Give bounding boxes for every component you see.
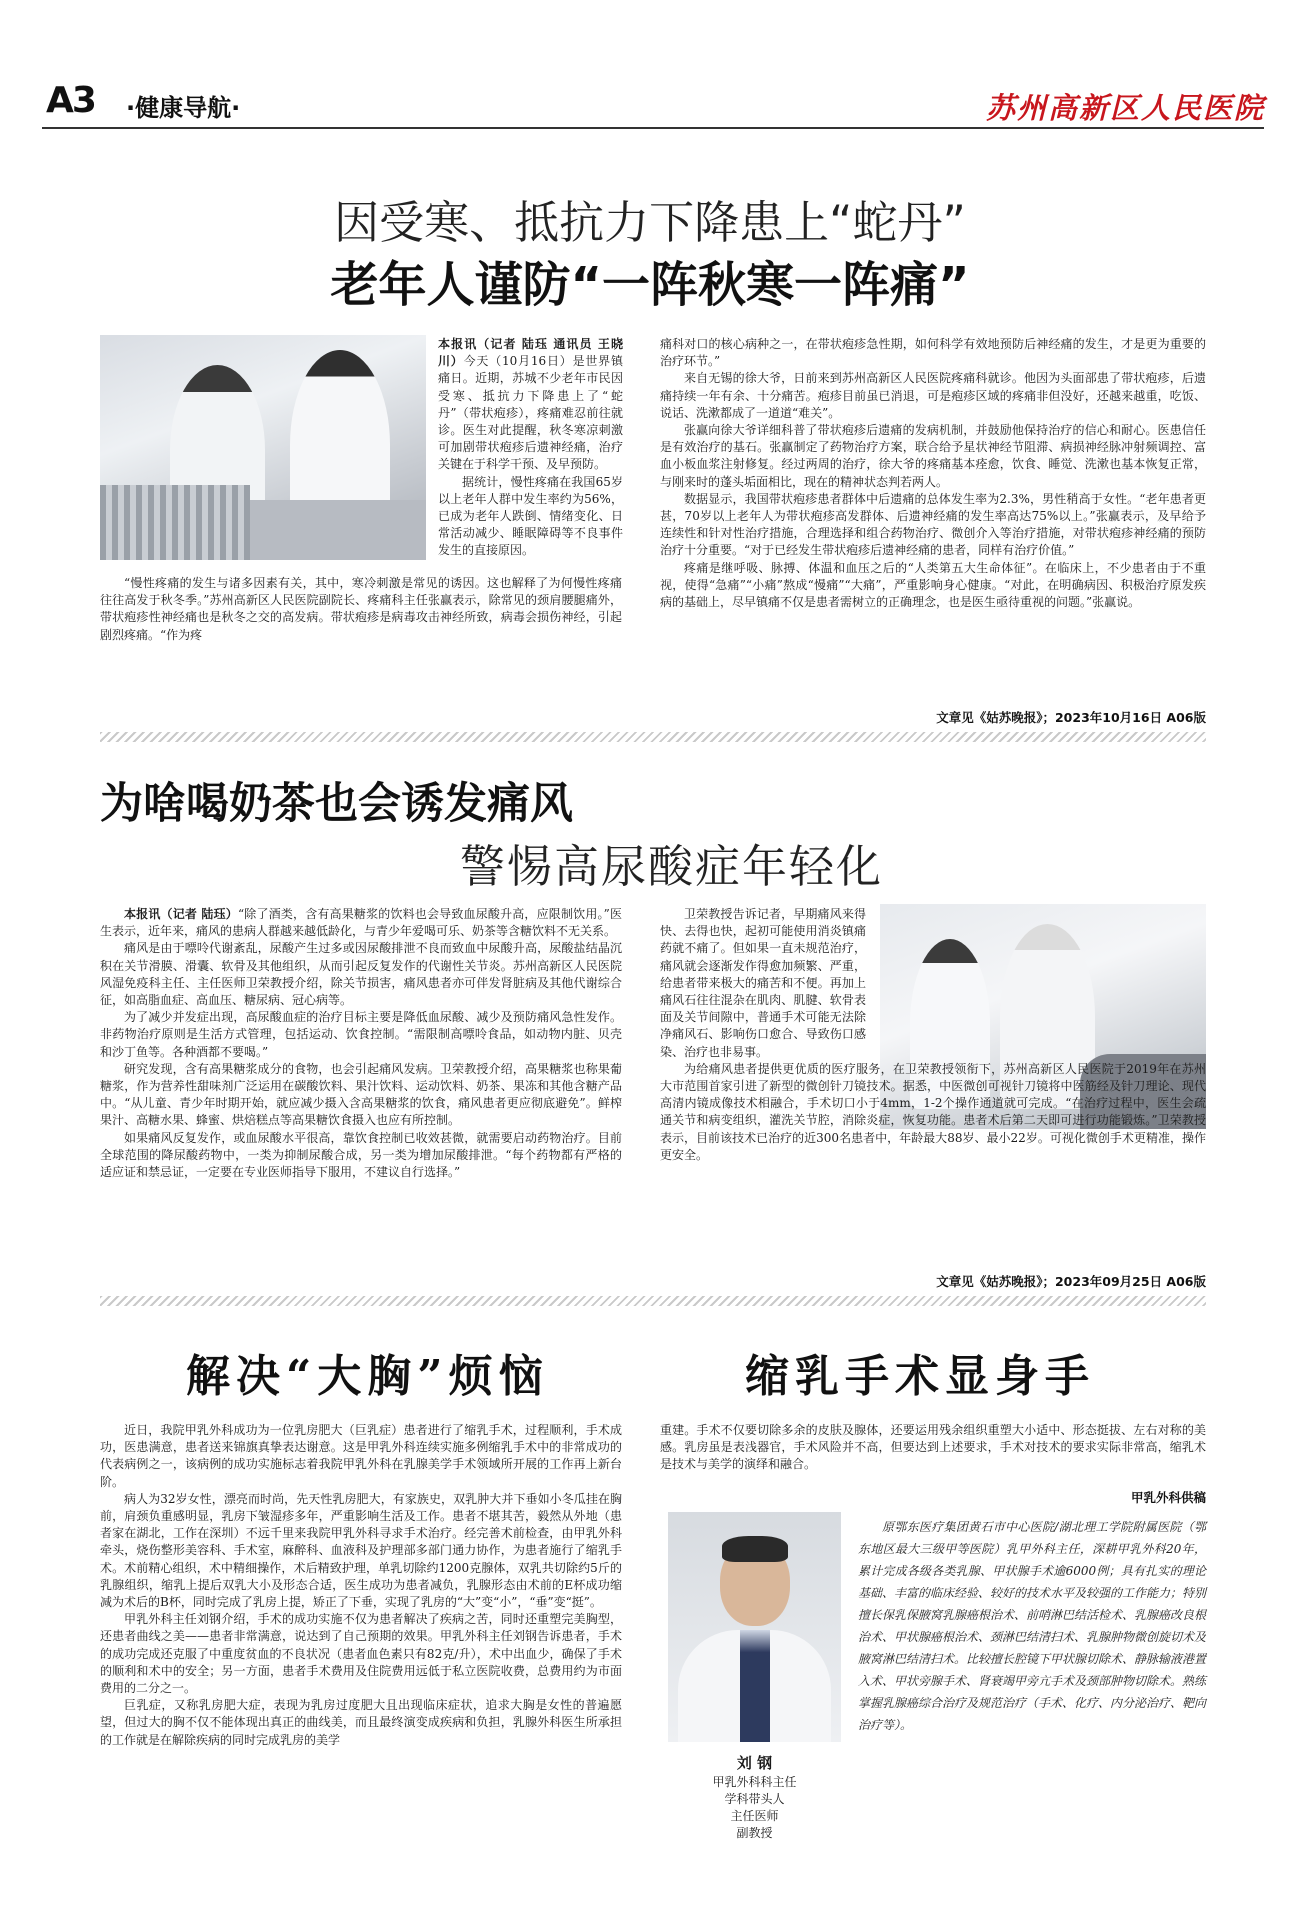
doctor-title: 学科带头人 — [724, 1792, 785, 1806]
article1-paragraph: 来自无锡的徐大爷，日前来到苏州高新区人民医院疼痛科就诊。他因为头面部患了带状疱疹，后遗痛持续一年有余、十分痛苦。疱疹目前虽已消退，可是疱疹区域的疼痛非但没好，还越来越重，吃饭、说话、洗漱都成了一道道“难关”。 — [660, 371, 1206, 420]
article1-paragraph: 疼痛是继呼吸、脉搏、体温和血压之后的“人类第五大生命体征”。在临床上，不少患者由于不重视，使得“急痛”“小痛”熬成“慢痛”“大痛”，严重影响身心健康。“对此，在明确病因、积极治疗原发疾病的基础上，尽早镇痛不仅是患者需树立的正确理念，也是医生亟待重视的问题。”张赢说。 — [660, 560, 1206, 610]
doctor-title: 主任医师 — [730, 1809, 779, 1823]
section-divider — [100, 732, 1206, 742]
section-divider — [100, 1296, 1206, 1306]
article1-lead: 本报讯（记者 陆珏 通讯员 王晓川） — [438, 337, 623, 369]
article1-title-line1: 因受寒、抵抗力下降患上“蛇丹” — [334, 196, 966, 249]
doctor-bio — [858, 1516, 1206, 1736]
article1-title-line2: 老年人谨防“一阵秋寒一阵痛” — [330, 257, 970, 313]
article3-title-right: 缩乳手术显身手 — [745, 1351, 1095, 1402]
doctor-titles — [668, 1774, 841, 1842]
article1-paragraph: 张赢向徐大爷详细科普了带状疱疹后遗痛的发病机制，并鼓励他保持治疗的信心和耐心。医患信任是有效治疗的基石。张赢制定了药物治疗方案，联合给予星状神经节阻滞、病损神经脉冲射频调控、富血小板血浆注射修复。经过两周的治疗，徐大爷的疼痛基本痊愈，饮食、睡觉、洗漱也基本恢复正常，与刚来时的蓬头垢面相比，现在的精神状态判若两人。 — [660, 423, 1206, 489]
article1-paragraph: 痛科对口的核心病种之一，在带状疱疹急性期，如何科学有效地预防后神经痛的发生，才是更为重要的治疗环节。” — [660, 337, 1206, 369]
article2-title-line1: 为啥喝奶茶也会诱发痛风 — [100, 779, 573, 829]
header-rule — [42, 127, 1264, 129]
article3-credit: 甲乳外科供稿 — [1130, 1490, 1206, 1505]
article2-paragraph: 研究发现，含有高果糖浆成分的食物，也会引起痛风发病。卫荣教授介绍，高果糖浆也称果葡糖浆，作为营养性甜味剂广泛运用在碳酸饮料、果汁饮料、运动饮料、奶茶、果冻和其他含糖产品中。“从儿童、青少年时期开始，就应减少摄入含高果糖浆的饮食，痛风患者更应彻底避免”。鲜榨果汁、高糖水果、蜂蜜、烘焙糕点等高果糖饮食摄入也应有所控制。 — [100, 1061, 622, 1128]
article1-paragraph: 数据显示，我国带状疱疹患者群体中后遗痛的总体发生率为2.3%，男性稍高于女性。“老年患者更甚，70岁以上老年人为带状疱疹高发群体、后遗神经痛的发生率高达75%以上。”张赢表示，及早给予连续性和针对性治疗措施，合理选择和组合药物治疗、微创介入等治疗措施，对带状疱疹神经痛的预防治疗十分重要。“对于已经发生带状疱疹后遗神经痛的患者，同样有治疗价值。” — [660, 491, 1206, 558]
article3-right-column — [660, 1422, 1206, 1474]
article2-paragraph: 卫荣教授告诉记者，早期痛风来得快、去得也快，起初可能使用消炎镇痛药就不痛了。但如果一直未规范治疗，痛风就会逐渐发作得愈加频繁、严重，给患者带来极大的痛苦和不便。再加上痛风石往往混杂在肌肉、肌腱、软骨表面及关节间隙中，普通手术可能无法除净痛风石、影响伤口愈合、导致伤口感染、治疗也非易事。 — [660, 907, 866, 1059]
doctor-bio-text: 原鄂东医疗集团黄石市中心医院/湖北理工学院附属医院（鄂东地区最大三级甲等医院）乳甲外科主任，深耕甲乳外科20年，累计完成各级各类乳腺、甲状腺手术逾6000例；具有扎实的理论基础、丰富的临床经验、较好的技术水平及较强的工作能力；特别擅长保乳保腋窝乳腺癌根治术、前哨淋巴结活检术、乳腺癌改良根治术、甲状腺癌根治术、颈淋巴结清扫术、乳腺肿物微创旋切术及腋窝淋巴结清扫术。比较擅长腔镜下甲状腺切除术、静脉输液港置入术、甲状旁腺手术、肾衰竭甲旁亢手术及颈部肿物切除术。熟练掌握乳腺癌综合治疗及规范治疗（手术、化疗、内分泌治疗、靶向治疗等）。 — [858, 1520, 1207, 1732]
article1-right-column — [660, 336, 1206, 611]
article2-paragraph: “除了酒类，含有高果糖浆的饮料也会导致血尿酸升高，应限制饮用。”医生表示，近年来，痛风的患病人群越来越低龄化，与青少年爱喝可乐、奶茶等含糖饮料不无关系。 — [100, 907, 622, 939]
article1-paragraph: “慢性疼痛的发生与诸多因素有关，其中，寒冷刺激是常见的诱因。这也解释了为何慢性疼痛往往高发于秋冬季。”苏州高新区人民医院副院长、疼痛科主任张赢表示，除常见的颈肩腰腿痛外，带状疱疹性神经痛也是秋冬之交的高发病。带状疱疹是病毒攻击神经所致，病毒会损伤神经，引起剧烈疼痛。“作为疼 — [100, 576, 622, 642]
article2-lead: 本报讯（记者 陆珏） — [124, 907, 238, 921]
article3-paragraph: 近日，我院甲乳外科成功为一位乳房肥大（巨乳症）患者进行了缩乳手术，过程顺利，手术成功，医患满意，患者送来锦旗真挚表达谢意。这是甲乳外科连续实施多例缩乳手术中的非常成功的代表病例之一，该病例的成功实施标志着我院甲乳外科在乳腺美学手术领域所开展的工作再上新台阶。 — [100, 1423, 622, 1489]
article3-title-left: 解决“大胸”烦恼 — [186, 1351, 549, 1402]
section-label: ·健康导航· — [126, 94, 241, 122]
article3-left-column — [100, 1422, 622, 1749]
article2-right-column — [660, 906, 1206, 1216]
article1-paragraph: 今天（10月16日）是世界镇痛日。近期，苏城不少老年市民因受寒、抵抗力下降患上了“蛇丹”（带状疱疹），疼痛难忍前往就诊。医生对此提醒，秋冬寒凉刺激可加剧带状疱疹后遗神经痛，治疗关键在于科学干预、及早预防。 — [438, 354, 623, 472]
page-header — [40, 78, 1265, 124]
article1-paragraph: 据统计，慢性疼痛在我国65岁以上老年人群中发生率约为56%，已成为老年人跌倒、情绪变化、日常活动减少、睡眠障碍等不良事件发生的直接原因。 — [438, 474, 623, 558]
article1-source: 文章见《姑苏晚报》；2023年10月16日 A06版 — [936, 710, 1206, 725]
article3-paragraph: 病人为32岁女性，漂亮而时尚，先天性乳房肥大，有家族史，双乳肿大并下垂如小冬瓜挂在胸前，肩颈负重感明显，乳房下皱湿疹多年，严重影响生活及工作。患者不堪其苦，毅然从外地（患者家在湖北，工作在深圳）不远千里来我院甲乳外科寻求手术治疗。经完善术前检查，由甲乳外科牵头，烧伤整形美容科、手术室，麻醉科、血液科及护理部多部门通力协作，为患者施行了缩乳手术。术前精心组织，术中精细操作，术后精致护理，单乳切除约1200克腺体，双乳共切除约5斤的乳腺组织，缩乳上提后双乳大小及形态合适，医生成功为患者减负，乳腺形态由术前的E杯成功缩减为术后的B杯，同时完成了乳房上提，矫正了下垂，实现了乳房的“大”变“小”，“垂”变“挺”。 — [100, 1491, 622, 1610]
article2-left-column — [100, 906, 622, 1181]
doctor-name: 刘 钢 — [736, 1754, 773, 1772]
article2-title-line2: 警惕高尿酸症年轻化 — [460, 840, 884, 893]
article3-paragraph: 重建。手术不仅要切除多余的皮肤及腺体，还要运用残余组织重塑大小适中、形态挺拔、左右对称的美感。乳房虽是表浅器官，手术风险并不高，但要达到上述要求，手术对技术的要求实际非常高，缩乳术是技术与美学的演绎和融合。 — [660, 1423, 1206, 1472]
article2-paragraph: 为给痛风患者提供更优质的医疗服务，在卫荣教授领衔下，苏州高新区人民医院于2019年在苏州大市范围首家引进了新型的微创针刀镜技术。据悉，中医微创可视针刀镜将中医筋经及针刀理论、现代高清内镜成像技术相融合，手术切口小于4mm，1-2个操作通道就可完成。“在治疗过程中，医生会疏通关节和病变组织，灌洗关节腔，消除炎症，恢复功能。患者术后第二天即可进行功能锻炼。”卫荣教授表示，目前该技术已治疗的近300名患者中，年龄最大88岁、最小22岁。可视化微创手术更精准，操作更安全。 — [660, 1061, 1206, 1162]
hospital-name: 苏州高新区人民医院 — [985, 91, 1265, 125]
article3-paragraph: 巨乳症，又称乳房肥大症，表现为乳房过度肥大且出现临床症状，追求大胸是女性的普遍愿望，但过大的胸不仅不能体现出真正的曲线美，而且最终演变成疾病和负担，乳腺外科医生所承担的工作就是在解除疾病的同时完成乳房的美学 — [100, 1698, 622, 1747]
article2-source: 文章见《姑苏晚报》；2023年09月25日 A06版 — [936, 1274, 1206, 1289]
article2-paragraph: 痛风是由于嘌呤代谢紊乱，尿酸产生过多或因尿酸排泄不良而致血中尿酸升高，尿酸盐结晶沉积在关节滑膜、滑囊、软骨及其他组织，从而引起反复发作的代谢性关节炎。苏州高新区人民医院风湿免疫科主任、主任医师卫荣教授介绍，除关节损害，痛风患者亦可伴发肾脏病及其他代谢综合征，如高脂血症、高血压、糖尿病、冠心病等。 — [100, 941, 622, 1008]
doctor-title: 副教授 — [736, 1826, 773, 1840]
article1-left-column — [100, 575, 622, 644]
doctor-title: 甲乳外科科主任 — [712, 1775, 797, 1789]
doctor-portrait — [668, 1512, 841, 1742]
page-number: A3 — [46, 80, 95, 121]
article2-paragraph: 为了减少并发症出现，高尿酸血症的治疗目标主要是降低血尿酸、减少及预防痛风急性发作。非药物治疗原则是生活方式管理，包括运动、饮食控制。“需限制高嘌呤食品，如动物内脏、贝壳和沙丁鱼等。各种酒都不要喝。” — [100, 1010, 622, 1059]
article1-photo — [100, 335, 426, 560]
article3-paragraph: 甲乳外科主任刘钢介绍，手术的成功实施不仅为患者解决了疾病之苦，同时还重塑完美胸型，还患者曲线之美——患者非常满意，说达到了自己预期的效果。甲乳外科主任刘钢告诉患者，手术的成功完成还克服了中重度贫血的不良状况（患者血色素只有82克/升），术中出血少，确保了手术的顺利和术中的安全；另一方面，患者手术费用及住院费用远低于私立医院收费，总费用约为市面费用的二分之一。 — [100, 1612, 622, 1696]
article2-paragraph: 如果痛风反复发作，或血尿酸水平很高，靠饮食控制已收效甚微，就需要启动药物治疗。目前全球范围的降尿酸药物中，一类为抑制尿酸合成，另一类为增加尿酸排泄。“每个药物都有严格的适应证和禁忌证，一定要在专业医师指导下服用，不建议自行选择。” — [100, 1130, 622, 1180]
